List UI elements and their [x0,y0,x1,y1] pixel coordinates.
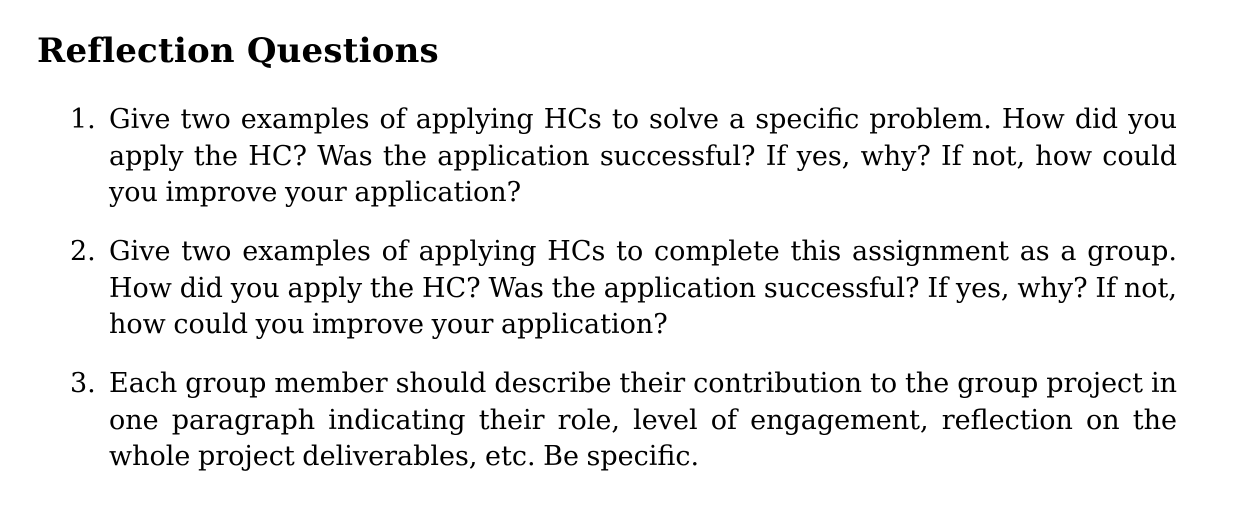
question-text: Give two examples of applying HCs to solve a specific problem. How did you apply the HC? Was the application successful? If yes, why? If not, how could you improve your application? [109,104,1177,208]
question-text: Give two examples of applying HCs to complete this assignment as a group. How did you apply the HC? Was the application successful? If yes, why? If not, how could you improve your application? [109,236,1177,340]
question-number: 2. [70,236,96,267]
question-number: 1. [70,104,96,135]
question-number: 3. [70,368,96,399]
question-text: Each group member should describe their contribution to the group project in one paragraph indicating their role, level of engagement, reflection on the whole project deliverables, etc. Be specific. [109,368,1177,472]
section-title: Reflection Questions [37,31,439,71]
